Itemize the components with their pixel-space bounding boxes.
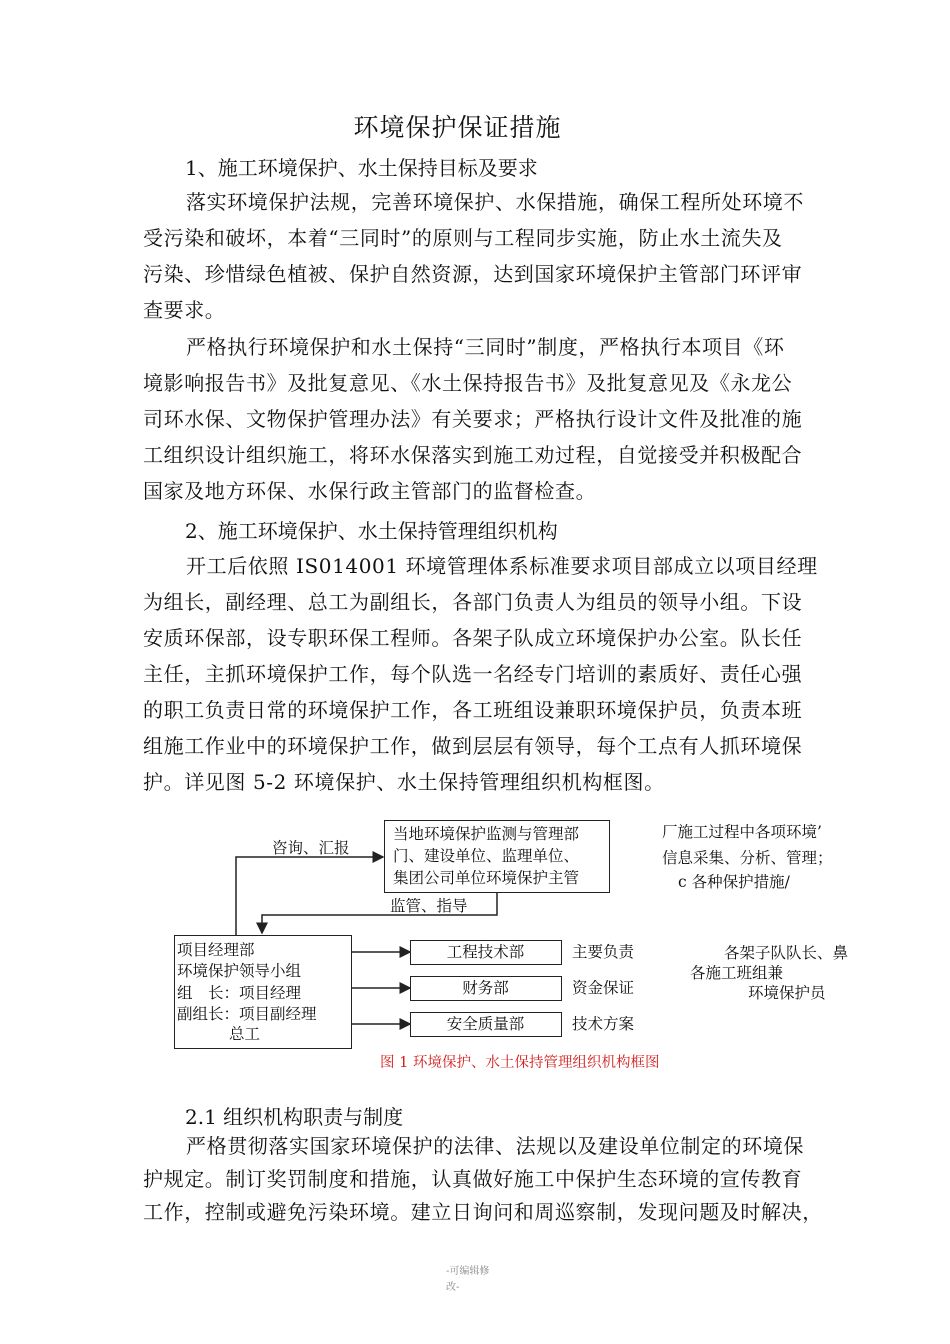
process-note-line: c 各种保护措施/: [678, 873, 790, 891]
box-text-line: 组 长：项目经理: [177, 984, 302, 1002]
consult-report-arrow: [236, 857, 383, 935]
section-2-heading: 2、施工环境保护、水土保持管理组织机构: [185, 519, 558, 543]
engineering-dept-box: [410, 940, 562, 965]
text-line: 为组长，副经理、总工为副组长，各部门负责人为组员的领导小组。下设: [143, 590, 803, 614]
text-line: 工组织设计组织施工，将环水保落实到施工劝过程，自觉接受并积极配合: [143, 443, 803, 467]
process-note-line: 信息采集、分析、管理；: [662, 849, 833, 867]
box-text-line: 当地环境保护监测与管理部: [393, 825, 580, 843]
text-line: 境影响报告书》及批复意见、《水土保持报告书》及批复意见及《永龙公: [143, 371, 793, 395]
text-line: 落实环境保护法规，完善环境保护、水保措施，确保工程所处环境不: [186, 190, 804, 214]
box-text-line: 环境保护领导小组: [177, 962, 302, 980]
team-note-line: 各施工班组兼: [690, 964, 784, 982]
text-line: 工作，控制或避免污染环境。建立日询问和周巡察制，发现问题及时解决，: [143, 1200, 823, 1224]
dept-name: 安全质量部: [446, 1015, 525, 1033]
box-text-line: 门、建设单位、监理单位、: [393, 847, 580, 865]
team-note-line: 各架子队队长、鼻: [724, 944, 849, 962]
figure-caption: 图 1 环境保护、水土保持管理组织机构框图: [380, 1055, 660, 1071]
dept-name: 工程技术部: [446, 943, 525, 961]
box-text-line: 副组长：项目副经理: [177, 1005, 317, 1023]
box-text-line: 集团公司单位环境保护主管: [393, 869, 580, 887]
text-line: 受污染和破坏，本着“三同时”的原则与工程同步实施，防止水土流失及: [143, 226, 783, 250]
text-line: 安质环保部，设专职环保工程师。各架子队成立环境保护办公室。队长任: [143, 626, 803, 650]
text-line: 主任，主抓环境保护工作，每个队选一名经专门培训的素质好、责任心强: [143, 662, 803, 686]
process-note-line: 厂施工过程中各项环境’: [662, 823, 822, 841]
duty-label: 技术方案: [572, 1015, 635, 1033]
page-title: 环境保护保证措施: [353, 113, 562, 142]
text-line: 查要求。: [143, 298, 226, 322]
text-line: 开工后依照 IS014001 环境管理体系标准要求项目部成立以项目经理: [186, 554, 818, 578]
text-line: 严格贯彻落实国家环境保护的法律、法规以及建设单位制定的环境保: [186, 1134, 804, 1158]
box-text-line: 总工: [229, 1025, 261, 1043]
project-dept-box: [174, 935, 352, 1049]
text-line: 国家及地方环保、水保行政主管部门的监督检查。: [143, 479, 597, 503]
box-text-line: 项目经理部: [177, 941, 255, 959]
section-1-heading: 1、施工环境保护、水土保持目标及要求: [185, 156, 538, 180]
text-line: 的职工负责日常的环境保护工作，各工班组设兼职环境保护员，负责本班: [143, 698, 803, 722]
consult-report-label: 咨询、汇报: [272, 839, 350, 857]
duty-label: 资金保证: [572, 979, 635, 997]
finance-dept-box: [410, 976, 562, 1001]
local-authority-box: [384, 820, 610, 893]
duty-label: 主要负责: [572, 943, 635, 961]
footer-note-line: -可编辑修: [446, 1266, 490, 1277]
text-line: 护。详见图 5-2 环境保护、水土保持管理组织机构框图。: [143, 770, 665, 794]
safety-quality-dept-box: [410, 1012, 562, 1037]
footer-note-line: 改-: [446, 1282, 460, 1293]
text-line: 污染、珍惜绿色植被、保护自然资源，达到国家环境保护主管部门环评审: [143, 262, 803, 286]
section-2-1-paragraph-1: [143, 1130, 858, 1229]
text-line: 严格执行环境保护和水土保持“三同时”制度，严格执行本项目《环: [186, 335, 785, 359]
dept-name: 财务部: [462, 979, 509, 997]
text-line: 护规定。制订奖罚制度和措施，认真做好施工中保护生态环境的宣传教育: [143, 1167, 803, 1191]
section-2-1-heading: 2.1 组织机构职责与制度: [185, 1105, 404, 1129]
text-line: 组施工作业中的环境保护工作，做到层层有领导，每个工点有人抓环境保: [143, 734, 803, 758]
text-line: 司环水保、文物保护管理办法》有关要求；严格执行设计文件及批准的施: [143, 407, 803, 431]
team-note-line: 环境保护员: [748, 984, 826, 1002]
supervise-guide-label: 监管、指导: [390, 897, 468, 915]
